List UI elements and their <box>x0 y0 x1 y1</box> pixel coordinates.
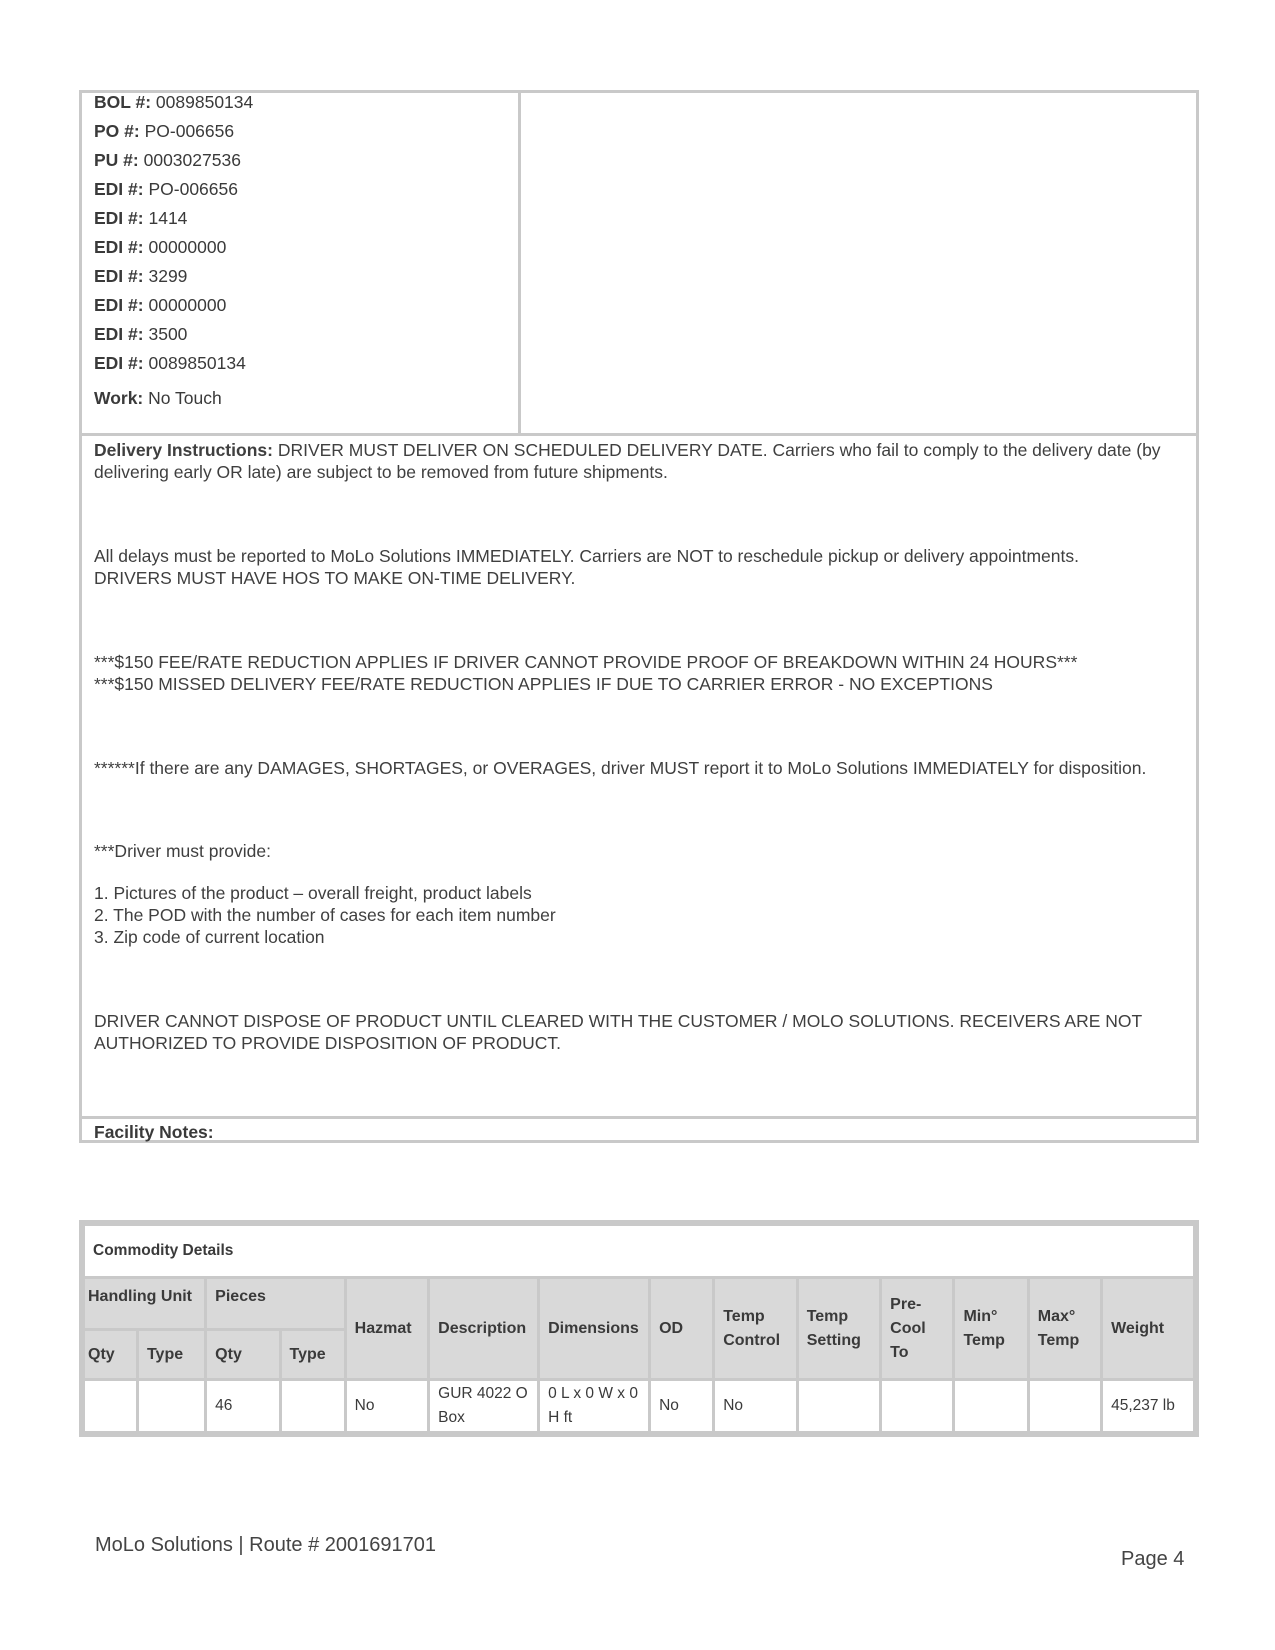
header-pre-cool: Pre-Cool To <box>881 1278 954 1380</box>
work-line <box>94 387 222 409</box>
instruction-paragraph: DRIVER CANNOT DISPOSE OF PRODUCT UNTIL CLEARED WITH THE CUSTOMER / MOLO SOLUTIONS. RECEIVERS ARE NOT AUTHORIZED TO PROVIDE DISPOSITION OF PRODUCT. <box>94 1011 1142 1053</box>
instruction-paragraph: DRIVERS MUST HAVE HOS TO MAKE ON-TIME DELIVERY. <box>94 568 576 588</box>
reference-label: EDI #: <box>94 324 144 344</box>
reference-value: 0089850134 <box>155 92 254 112</box>
reference-label: EDI #: <box>94 295 144 315</box>
reference-line <box>94 236 226 258</box>
commodity-title: Commodity Details <box>84 1225 1195 1278</box>
header-min-temp: Min° Temp <box>954 1278 1028 1380</box>
cell-weight: 45,237 lb <box>1102 1380 1195 1433</box>
header-hu-type: Type <box>137 1330 205 1380</box>
cell-min-temp <box>954 1380 1028 1433</box>
header-description: Description <box>429 1278 539 1380</box>
header-max-temp: Max° Temp <box>1028 1278 1101 1380</box>
header-handling-unit: Handling Unit <box>84 1278 206 1330</box>
cell-temp-control: No <box>714 1380 797 1433</box>
reference-value: 3299 <box>148 266 188 286</box>
reference-value: 00000000 <box>148 237 227 257</box>
header-hu-qty: Qty <box>84 1330 138 1380</box>
reference-line <box>94 91 253 113</box>
reference-value: 0089850134 <box>148 353 246 373</box>
header-dimensions: Dimensions <box>539 1278 650 1380</box>
facility-notes <box>82 1116 1196 1146</box>
cell-od: No <box>650 1380 714 1433</box>
cell-temp-setting <box>797 1380 880 1433</box>
cell-max-temp <box>1028 1380 1101 1433</box>
cell-hu-qty <box>84 1380 138 1433</box>
commodity-details-table <box>79 1220 1199 1437</box>
reference-label: EDI #: <box>94 237 144 257</box>
instruction-paragraph: ***$150 FEE/RATE REDUCTION APPLIES IF DRIVER CANNOT PROVIDE PROOF OF BREAKDOWN WITHIN 24 HOURS*** <box>94 652 1078 672</box>
page-number: Page 4 <box>1121 1548 1185 1570</box>
instruction-paragraph: ***$150 MISSED DELIVERY FEE/RATE REDUCTION APPLIES IF DUE TO CARRIER ERROR - NO EXCEPTIONS <box>94 674 993 694</box>
instruction-paragraph: DRIVER MUST DELIVER ON SCHEDULED DELIVERY DATE. Carriers who fail to comply to the delivery date (by delivering early OR late) are subject to be removed from future shipments. <box>94 440 1161 482</box>
instruction-paragraph: ***Driver must provide: <box>94 841 271 861</box>
cell-description: GUR 4022 O Box <box>429 1380 539 1433</box>
facility-notes-label: Facility Notes: <box>94 1122 214 1142</box>
reference-line <box>94 120 234 142</box>
cell-pieces-qty: 46 <box>206 1380 280 1433</box>
reference-line <box>94 149 241 171</box>
reference-section <box>82 93 1196 436</box>
instruction-paragraph: ******If there are any DAMAGES, SHORTAGES, or OVERAGES, driver MUST report it to MoLo Solutions IMMEDIATELY for disposition. <box>94 758 1147 778</box>
cell-hazmat: No <box>345 1380 428 1433</box>
delivery-instructions <box>94 439 1189 1054</box>
work-label: Work: <box>94 388 144 408</box>
header-weight: Weight <box>1102 1278 1195 1380</box>
instruction-list-item: 3. Zip code of current location <box>94 927 325 947</box>
cell-hu-type <box>137 1380 205 1433</box>
work-value: No Touch <box>148 388 222 408</box>
header-temp-setting: Temp Setting <box>797 1278 880 1380</box>
reference-value: 0003027536 <box>143 150 241 170</box>
header-pieces: Pieces <box>206 1278 345 1330</box>
reference-value: 1414 <box>148 208 188 228</box>
header-pieces-type: Type <box>280 1330 345 1380</box>
reference-line <box>94 352 246 374</box>
instruction-paragraph: All delays must be reported to MoLo Solutions IMMEDIATELY. Carriers are NOT to reschedule pickup or delivery appointments. <box>94 546 1079 566</box>
reference-line <box>94 323 187 345</box>
cell-pre-cool <box>881 1380 954 1433</box>
reference-label: EDI #: <box>94 208 144 228</box>
instruction-list-item: 1. Pictures of the product – overall freight, product labels <box>94 883 532 903</box>
instruction-list-item: 2. The POD with the number of cases for each item number <box>94 905 556 925</box>
reference-line <box>94 294 226 316</box>
reference-line <box>94 265 187 287</box>
cell-dimensions: 0 L x 0 W x 0 H ft <box>539 1380 650 1433</box>
reference-label: PO #: <box>94 121 140 141</box>
reference-line <box>94 207 187 229</box>
reference-label: EDI #: <box>94 179 144 199</box>
reference-value: 3500 <box>148 324 188 344</box>
delivery-instructions-label: Delivery Instructions: <box>94 440 273 460</box>
stop-details-box <box>79 90 1199 1143</box>
reference-label: EDI #: <box>94 266 144 286</box>
reference-label: BOL #: <box>94 92 152 112</box>
table-row <box>84 1380 1195 1433</box>
header-pieces-qty: Qty <box>206 1330 280 1380</box>
reference-list <box>82 93 521 433</box>
footer-route: MoLo Solutions | Route # 2001691701 <box>95 1534 437 1556</box>
header-od: OD <box>650 1278 714 1380</box>
reference-value: PO-006656 <box>144 121 235 141</box>
reference-line <box>94 178 238 200</box>
header-hazmat: Hazmat <box>345 1278 428 1380</box>
header-temp-control: Temp Control <box>714 1278 797 1380</box>
reference-label: EDI #: <box>94 353 144 373</box>
reference-value: PO-006656 <box>148 179 238 199</box>
cell-pieces-type <box>280 1380 345 1433</box>
reference-label: PU #: <box>94 150 139 170</box>
reference-value: 00000000 <box>148 295 227 315</box>
